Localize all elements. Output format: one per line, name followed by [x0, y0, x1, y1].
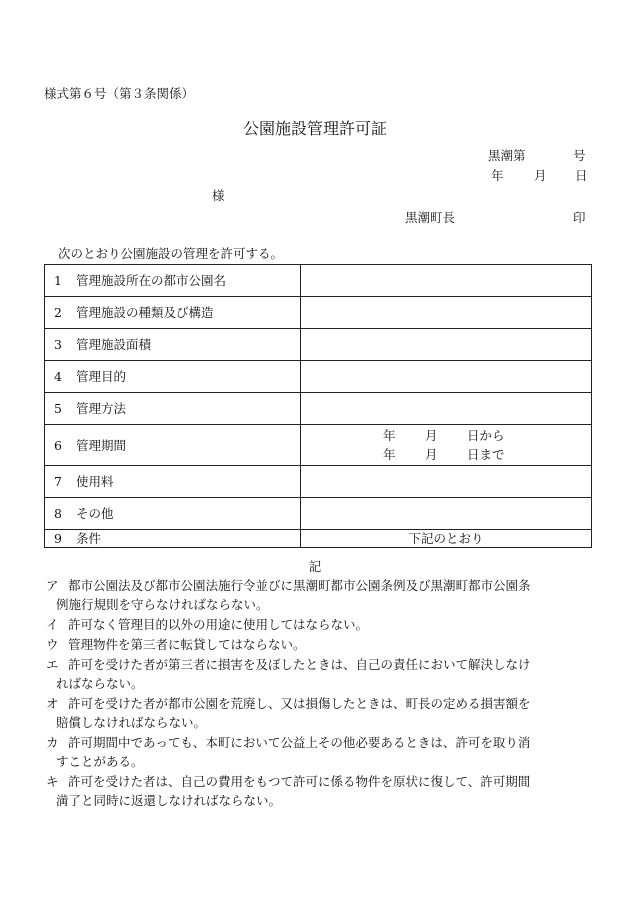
reference-number-label: 黒潮第 [488, 148, 526, 163]
condition-line-1: 許可期間中であっても、本町において公益上その他必要あるときは、許可を取り消 [68, 735, 531, 750]
row-number: 1 [54, 273, 62, 288]
list-item [46, 615, 594, 634]
period-to-day: 日まで [467, 447, 505, 462]
row-label-text: 管理施設の種類及び構造 [76, 305, 214, 320]
intro-sentence: 次のとおり公園施設の管理を許可する。 [58, 246, 284, 261]
row-label [45, 498, 301, 530]
issuer-name: 黒潮町長 [405, 210, 456, 225]
period-from-year: 年 [383, 428, 396, 443]
management-period-value [301, 425, 592, 466]
notes-heading: 記 [308, 559, 322, 574]
list-item [46, 635, 594, 654]
document-title: 公園施設管理許可証 [242, 119, 387, 138]
condition-text [56, 733, 594, 771]
row-label-text: 管理期間 [76, 437, 127, 453]
row-number: 6 [54, 437, 62, 453]
list-item [46, 576, 594, 614]
table-row [45, 265, 592, 297]
condition-text [68, 635, 594, 654]
table-row [45, 498, 592, 530]
conditions-list [46, 576, 594, 811]
list-item [46, 772, 594, 810]
period-from [301, 426, 591, 445]
condition-text [56, 655, 594, 693]
row-label-text: 条件 [76, 531, 102, 546]
row-label [45, 530, 301, 548]
row-number: 4 [54, 369, 62, 384]
condition-letter: ウ [46, 637, 59, 652]
period-from-month: 月 [425, 428, 438, 443]
row-value [301, 297, 592, 329]
condition-line-1: 都市公園法及び都市公園法施行令並びに黒潮町都市公園条例及び黒潮町都市公園条 [68, 578, 531, 593]
condition-line-1: 管理物件を第三者に転貸してはならない。 [68, 637, 306, 652]
period-to-year: 年 [383, 447, 396, 462]
condition-line-2: ればならない。 [56, 676, 144, 691]
condition-line-2: 満了と同時に返還しなければならない。 [56, 793, 282, 808]
condition-line-2: 例施行規則を守らなければならない。 [56, 597, 269, 612]
row-label-text: 管理方法 [76, 401, 127, 416]
row-label-text: 使用料 [76, 474, 114, 489]
seal-mark: 印 [573, 210, 586, 225]
row-number: 3 [54, 337, 62, 352]
condition-line-1: 許可を受けた者が第三者に損害を及ぼしたときは、自己の責任において解決しなけ [68, 657, 531, 672]
conditions-value: 下記のとおり [301, 530, 592, 548]
condition-letter: エ [46, 657, 59, 672]
row-number: 7 [54, 474, 62, 489]
condition-text [68, 615, 594, 634]
condition-line-2: 賠償しなければならない。 [56, 715, 207, 730]
row-label-text: 管理施設所在の都市公園名 [76, 273, 227, 288]
condition-line-2: すことがある。 [56, 754, 144, 769]
row-label [45, 393, 301, 425]
row-label [45, 329, 301, 361]
row-value [301, 498, 592, 530]
period-from-day: 日から [467, 428, 505, 443]
reference-number-suffix: 号 [573, 148, 586, 163]
table-row [45, 425, 592, 466]
row-label [45, 466, 301, 498]
table-row [45, 329, 592, 361]
row-value [301, 466, 592, 498]
table-row [45, 530, 592, 548]
condition-text [56, 576, 594, 614]
condition-letter: カ [46, 735, 59, 750]
row-number: 5 [54, 401, 62, 416]
row-number: 9 [54, 531, 62, 546]
condition-line-1: 許可なく管理目的以外の用途に使用してはならない。 [68, 617, 369, 632]
row-label [45, 297, 301, 329]
condition-letter: オ [46, 696, 59, 711]
issue-date-year: 年 [491, 168, 504, 183]
condition-line-1: 許可を受けた者は、自己の費用をもつて許可に係る物件を原状に復して、許可期間 [68, 774, 531, 789]
period-to [301, 445, 591, 464]
period-to-month: 月 [425, 447, 438, 462]
issue-date-day: 日 [575, 168, 588, 183]
row-label-text: 管理目的 [76, 369, 127, 384]
row-value [301, 265, 592, 297]
permit-details-table [44, 264, 592, 548]
condition-letter: キ [46, 774, 59, 789]
row-label [45, 265, 301, 297]
condition-letter: ア [46, 578, 59, 593]
row-label-text: その他 [76, 506, 114, 521]
form-number: 様式第６号（第３条関係） [44, 86, 195, 101]
list-item [46, 733, 594, 771]
row-label-text: 管理施設面積 [76, 337, 152, 352]
table-row [45, 361, 592, 393]
recipient-honorific: 様 [212, 188, 225, 203]
condition-text [56, 772, 594, 810]
row-label [45, 425, 301, 466]
row-label [45, 361, 301, 393]
row-value [301, 329, 592, 361]
row-value [301, 361, 592, 393]
condition-text [56, 694, 594, 732]
table-row [45, 297, 592, 329]
condition-letter: イ [46, 617, 59, 632]
table-row [45, 393, 592, 425]
row-number: 2 [54, 305, 62, 320]
condition-line-1: 許可を受けた者が都市公園を荒廃し、又は損傷したときは、町長の定める損害額を [68, 696, 531, 711]
row-value [301, 393, 592, 425]
row-number: 8 [54, 506, 62, 521]
list-item [46, 694, 594, 732]
list-item [46, 655, 594, 693]
table-row [45, 466, 592, 498]
issue-date-month: 月 [534, 168, 547, 183]
